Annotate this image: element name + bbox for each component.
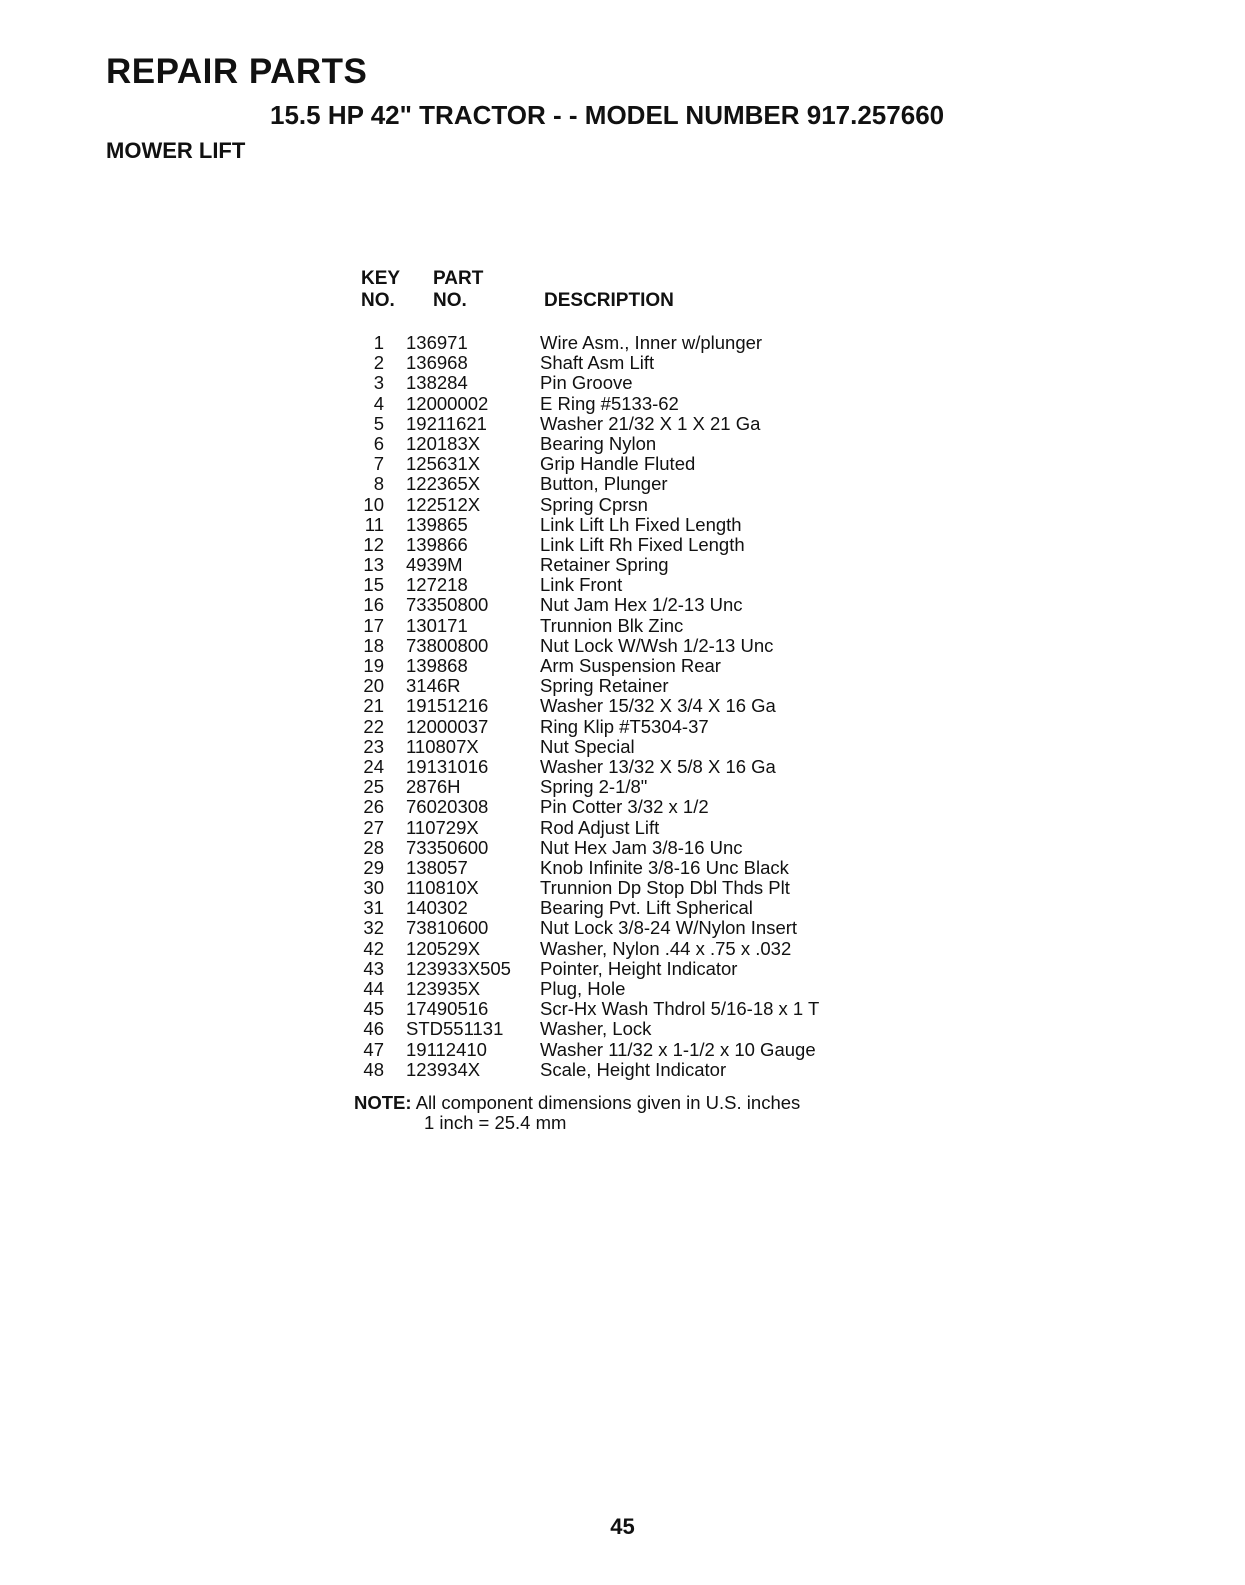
table-row	[350, 737, 910, 757]
key-number: 27	[363, 816, 384, 838]
part-number: 138284	[406, 372, 468, 394]
table-row	[350, 636, 910, 656]
table-row	[350, 999, 910, 1019]
part-number: 136968	[406, 352, 468, 374]
part-number: 110810X	[406, 877, 479, 899]
key-number: 26	[363, 796, 384, 818]
table-row	[350, 696, 910, 716]
part-header-line1: PART	[433, 268, 484, 289]
key-number: 13	[363, 554, 384, 576]
table-row	[350, 1019, 910, 1039]
key-number: 1	[373, 332, 384, 353]
table-row	[350, 878, 910, 898]
part-number: 123934X	[406, 1058, 481, 1080]
key-number: 43	[363, 957, 384, 979]
part-number: 73810600	[406, 917, 489, 939]
key-number: 16	[363, 594, 384, 616]
part-description: Retainer Spring	[540, 554, 669, 576]
part-description: Nut Lock 3/8-24 W/Nylon Insert	[540, 917, 798, 939]
key-header-line2: NO.	[361, 290, 395, 311]
part-description: Washer 13/32 X 5/8 X 16 Ga	[540, 755, 776, 777]
part-number: 140302	[406, 897, 468, 919]
table-row	[350, 353, 910, 373]
key-number: 5	[373, 412, 384, 434]
table-row	[350, 777, 910, 797]
part-description: Scale, Height Indicator	[540, 1058, 727, 1080]
part-description: Nut Lock W/Wsh 1/2-13 Unc	[540, 634, 774, 656]
part-number: 2876H	[406, 776, 461, 798]
table-row	[350, 757, 910, 777]
part-number: 19112410	[406, 1038, 487, 1060]
description-header: DESCRIPTION	[544, 290, 674, 311]
part-number: 17490516	[406, 998, 489, 1020]
table-row	[350, 616, 910, 636]
key-number: 3	[373, 372, 384, 394]
part-description: Pointer, Height Indicator	[540, 957, 738, 979]
key-number: 42	[363, 937, 384, 959]
part-description: Washer, Lock	[540, 1018, 652, 1040]
part-description: E Ring #5133-62	[540, 392, 679, 414]
part-description: Nut Special	[540, 735, 635, 757]
table-row	[350, 515, 910, 535]
part-description: Nut Jam Hex 1/2-13 Unc	[540, 594, 743, 616]
part-number: 19211621	[406, 412, 487, 434]
model-subtitle: 15.5 HP 42" TRACTOR - - MODEL NUMBER 917.257660	[270, 100, 945, 130]
key-number: 31	[363, 897, 384, 919]
part-number: 73800800	[406, 634, 489, 656]
part-header-line2: NO.	[433, 290, 467, 311]
part-number: 136971	[406, 332, 468, 353]
key-number: 23	[363, 735, 384, 757]
key-number: 10	[363, 493, 384, 515]
part-number: 3146R	[406, 675, 461, 697]
part-number: 73350800	[406, 594, 489, 616]
key-number: 30	[363, 877, 384, 899]
part-description: Wire Asm., Inner w/plunger	[540, 332, 763, 353]
section-title: MOWER LIFT	[106, 138, 246, 163]
part-description: Washer 15/32 X 3/4 X 16 Ga	[540, 695, 776, 717]
part-description: Shaft Asm Lift	[540, 352, 655, 374]
table-row	[350, 434, 910, 454]
part-description: Trunnion Blk Zinc	[540, 614, 684, 636]
key-number: 15	[363, 574, 384, 596]
part-description: Ring Klip #T5304-37	[540, 715, 709, 737]
part-description: Button, Plunger	[540, 473, 668, 495]
part-description: Spring 2-1/8"	[540, 776, 648, 798]
part-number: STD551131	[406, 1018, 504, 1040]
part-description: Plug, Hole	[540, 978, 626, 999]
table-row	[350, 1040, 910, 1060]
part-number: 139866	[406, 533, 468, 555]
table-row	[350, 474, 910, 494]
key-number: 12	[363, 533, 384, 555]
key-number: 28	[363, 836, 384, 858]
part-description: Washer 21/32 X 1 X 21 Ga	[540, 412, 761, 434]
key-number: 32	[363, 917, 384, 939]
part-description: Arm Suspension Rear	[540, 655, 721, 676]
key-number: 4	[373, 392, 384, 414]
table-row	[350, 414, 910, 434]
part-number: 122365X	[406, 473, 481, 495]
part-number: 123933X505	[406, 957, 511, 979]
key-number: 47	[363, 1038, 384, 1060]
table-row	[350, 575, 910, 595]
key-header-line1: KEY	[361, 268, 401, 289]
part-description: Washer 11/32 x 1-1/2 x 10 Gauge	[540, 1038, 816, 1060]
note-text-line2: 1 inch = 25.4 mm	[424, 1112, 567, 1133]
table-row	[350, 535, 910, 555]
table-row	[350, 939, 910, 959]
key-number: 24	[363, 755, 384, 777]
table-row	[350, 495, 910, 515]
key-number: 7	[373, 453, 384, 475]
table-row	[350, 676, 910, 696]
table-row	[350, 979, 910, 999]
part-number: 139865	[406, 513, 468, 535]
key-number: 20	[363, 675, 384, 697]
part-number: 76020308	[406, 796, 489, 818]
note-label: NOTE:	[354, 1092, 412, 1113]
key-number: 44	[363, 978, 384, 999]
page-title: REPAIR PARTS	[106, 52, 368, 91]
table-row	[350, 797, 910, 817]
parts-list	[350, 333, 910, 1080]
part-number: 130171	[406, 614, 468, 636]
key-number: 46	[363, 1018, 384, 1040]
table-row	[350, 1060, 910, 1080]
table-row	[350, 656, 910, 676]
part-description: Link Front	[540, 574, 623, 596]
part-number: 19151216	[406, 695, 489, 717]
part-description: Spring Cprsn	[540, 493, 648, 515]
part-number: 110729X	[406, 816, 479, 838]
part-description: Bearing Pvt. Lift Spherical	[540, 897, 753, 919]
part-number: 110807X	[406, 735, 479, 757]
table-row	[350, 555, 910, 575]
part-number: 4939M	[406, 554, 463, 576]
key-number: 11	[364, 513, 384, 535]
key-number: 19	[363, 655, 384, 676]
table-row	[350, 898, 910, 918]
note-text-line1: All component dimensions given in U.S. inches	[415, 1092, 801, 1113]
part-description: Rod Adjust Lift	[540, 816, 660, 838]
key-number: 45	[363, 998, 384, 1020]
key-number: 17	[363, 614, 384, 636]
part-description: Spring Retainer	[540, 675, 669, 697]
key-number: 29	[363, 856, 384, 878]
part-description: Scr-Hx Wash Thdrol 5/16-18 x 1 T	[540, 998, 820, 1020]
part-number: 138057	[406, 856, 468, 878]
page-number: 45	[610, 1514, 635, 1539]
key-number: 21	[363, 695, 384, 717]
part-description: Bearing Nylon	[540, 432, 657, 454]
key-number: 8	[373, 473, 384, 495]
key-number: 22	[363, 715, 384, 737]
key-number: 6	[373, 432, 384, 454]
part-number: 122512X	[406, 493, 481, 515]
part-number: 12000002	[406, 392, 489, 414]
part-number: 123935X	[406, 978, 481, 999]
part-description: Nut Hex Jam 3/8-16 Unc	[540, 836, 743, 858]
key-number: 18	[363, 634, 384, 656]
part-description: Washer, Nylon .44 x .75 x .032	[540, 937, 792, 959]
note	[354, 1092, 801, 1133]
part-number: 127218	[406, 574, 468, 596]
part-number: 19131016	[406, 755, 489, 777]
part-description: Knob Infinite 3/8-16 Unc Black	[540, 856, 789, 878]
part-number: 125631X	[406, 453, 481, 475]
key-number: 48	[363, 1058, 384, 1080]
key-number: 25	[363, 776, 384, 798]
part-description: Grip Handle Fluted	[540, 453, 696, 475]
table-row	[350, 838, 910, 858]
part-description: Link Lift Rh Fixed Length	[540, 533, 745, 555]
part-description: Link Lift Lh Fixed Length	[540, 513, 742, 535]
part-description: Pin Cotter 3/32 x 1/2	[540, 796, 709, 818]
part-description: Pin Groove	[540, 372, 633, 394]
table-row	[350, 818, 910, 838]
table-row	[350, 394, 910, 414]
part-number: 120183X	[406, 432, 481, 454]
part-number: 12000037	[406, 715, 489, 737]
key-number: 2	[373, 352, 384, 374]
part-number: 120529X	[406, 937, 481, 959]
part-number: 139868	[406, 655, 468, 676]
table-row	[350, 595, 910, 615]
table-row	[350, 959, 910, 979]
table-row	[350, 918, 910, 938]
table-row	[350, 333, 910, 353]
part-number: 73350600	[406, 836, 489, 858]
table-row	[350, 858, 910, 878]
table-row	[350, 373, 910, 393]
table-row	[350, 454, 910, 474]
table-row	[350, 717, 910, 737]
part-description: Trunnion Dp Stop Dbl Thds Plt	[540, 877, 790, 899]
